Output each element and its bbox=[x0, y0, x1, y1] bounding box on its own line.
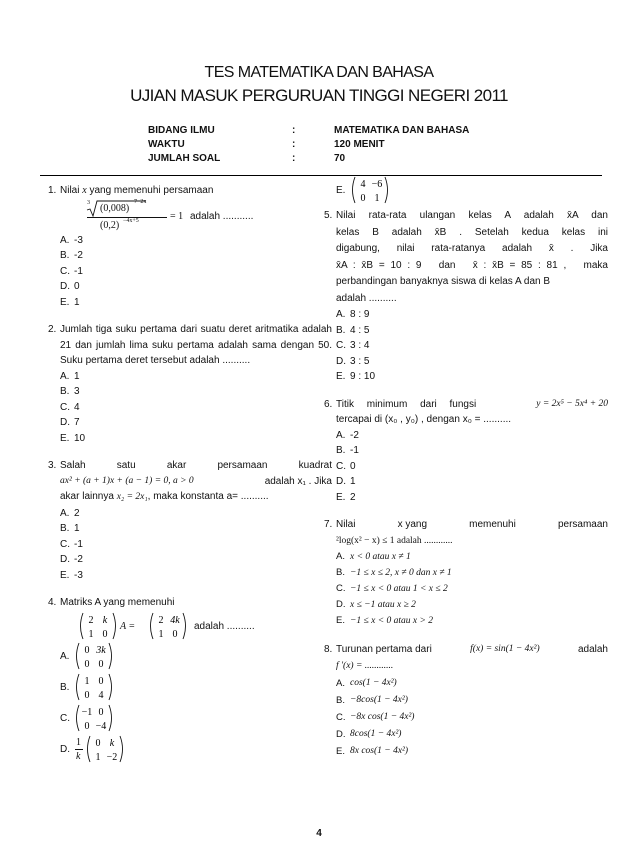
stem-line bbox=[60, 489, 332, 506]
fraction-denominator: (0,2) bbox=[100, 219, 120, 231]
option-label: E. bbox=[336, 615, 345, 626]
option-text: 3 bbox=[74, 386, 80, 397]
question-stem bbox=[336, 641, 608, 675]
option-label: A. bbox=[336, 429, 346, 441]
option-c[interactable] bbox=[60, 400, 332, 416]
option-text: 4 : 5 bbox=[350, 324, 370, 336]
left-paren bbox=[88, 736, 91, 762]
stem-text: , maka konstanta a= .......... bbox=[147, 491, 269, 502]
stem-text: Titik minimum dari fungsi bbox=[336, 398, 477, 410]
option-label: B. bbox=[336, 695, 345, 706]
stem-line bbox=[60, 474, 332, 490]
matrix-cell: −2 bbox=[106, 751, 118, 763]
left-paren bbox=[77, 674, 80, 700]
numerator-exponent: 7−2x bbox=[134, 198, 147, 205]
stem-text: persamaan bbox=[557, 519, 608, 530]
option-d[interactable] bbox=[60, 552, 332, 568]
answer-options bbox=[60, 233, 332, 311]
left-paren bbox=[77, 643, 80, 669]
option-label: D. bbox=[336, 355, 346, 367]
page-number: 4 bbox=[316, 828, 322, 839]
right-paren bbox=[113, 613, 116, 639]
matrix-cell: 0 bbox=[102, 628, 108, 640]
denominator-exponent: −4x+5 bbox=[123, 217, 139, 224]
option-label: B. bbox=[60, 386, 70, 397]
option-label: E. bbox=[336, 491, 346, 503]
option-text: 0 bbox=[350, 460, 356, 472]
matrix-cell: 2 bbox=[158, 614, 164, 626]
matrix-cell: 0 bbox=[360, 193, 366, 204]
option-c[interactable] bbox=[336, 459, 608, 475]
right-paren bbox=[109, 674, 112, 700]
q1-expression bbox=[78, 199, 332, 233]
option-e[interactable] bbox=[336, 743, 608, 760]
matrix-cell: k bbox=[109, 737, 115, 749]
option-e[interactable] bbox=[60, 431, 332, 447]
stem-line: digabung, nilai rata-ratanya adalah x̄ . Jika bbox=[336, 243, 608, 254]
info-key: WAKTU bbox=[148, 139, 185, 150]
question-3 bbox=[48, 458, 332, 583]
option-label: C. bbox=[60, 712, 70, 724]
info-value: 120 MENIT bbox=[334, 139, 385, 150]
option-text: 1 bbox=[74, 370, 80, 382]
option-label: A. bbox=[60, 507, 70, 519]
option-b[interactable] bbox=[60, 672, 332, 703]
question-7 bbox=[324, 517, 608, 629]
option-label: B. bbox=[336, 445, 346, 456]
option-c[interactable] bbox=[336, 581, 608, 597]
info-sep: : bbox=[292, 153, 296, 164]
info-sep: : bbox=[292, 139, 296, 150]
info-key: BIDANG ILMU bbox=[148, 125, 215, 136]
stem-line: x̄A : x̄B = 10 : 9 dan x̄ : x̄B = 85 : 81 , maka bbox=[336, 259, 608, 271]
matrix-cell: 1 bbox=[374, 193, 380, 204]
question-1 bbox=[48, 183, 332, 310]
stem-text: akar lainnya bbox=[60, 491, 114, 502]
option-b[interactable] bbox=[336, 692, 608, 709]
option-a[interactable] bbox=[336, 549, 608, 565]
stem-line bbox=[336, 517, 608, 533]
prefix-denominator: k bbox=[76, 750, 81, 762]
stem-line: ²log(x² − x) ≤ 1 adalah ............ bbox=[336, 536, 453, 546]
answer-options bbox=[336, 549, 608, 629]
option-label: B. bbox=[60, 523, 70, 534]
question-stem: Matriks A yang memenuhi bbox=[60, 597, 175, 608]
option-c[interactable] bbox=[60, 703, 332, 734]
option-text: -3 bbox=[74, 234, 83, 246]
option-text: 1 bbox=[74, 296, 80, 308]
option-e[interactable] bbox=[60, 295, 332, 311]
matrix-svg bbox=[148, 611, 188, 641]
option-c[interactable] bbox=[60, 264, 332, 280]
option-label: C. bbox=[336, 712, 346, 723]
option-label: A. bbox=[336, 678, 345, 689]
option-e[interactable] bbox=[336, 613, 608, 629]
q4-equation bbox=[78, 611, 332, 641]
stem-line bbox=[336, 641, 608, 658]
matrix-cell: 0 bbox=[84, 658, 90, 670]
right-column bbox=[324, 179, 608, 760]
matrix-cell: 2 bbox=[88, 614, 94, 626]
root-index: 3 bbox=[87, 199, 90, 206]
option-b[interactable] bbox=[60, 384, 332, 400]
option-a[interactable] bbox=[60, 233, 332, 249]
matrix-cell: k bbox=[102, 614, 108, 626]
option-label: E. bbox=[336, 371, 346, 382]
answer-options bbox=[60, 369, 332, 447]
question-stem bbox=[336, 517, 608, 549]
option-text: 4 bbox=[74, 401, 80, 413]
exam-title: TES MATEMATIKA DAN BAHASA bbox=[204, 64, 434, 81]
option-b[interactable] bbox=[60, 521, 332, 537]
stem-text: memenuhi bbox=[469, 519, 516, 530]
info-value: 70 bbox=[334, 153, 346, 164]
question-2 bbox=[48, 322, 332, 446]
option-text: x ≤ −1 atau x ≥ 2 bbox=[350, 600, 416, 610]
option-text: 8cos(1 − 4x²) bbox=[350, 729, 402, 739]
option-text: 9 : 10 bbox=[350, 371, 376, 382]
option-label: C. bbox=[60, 401, 70, 413]
option-label: D. bbox=[60, 417, 70, 428]
stem-line: adalah .......... bbox=[336, 292, 397, 304]
matrix-cell: 0 bbox=[84, 720, 90, 732]
option-label: E. bbox=[60, 569, 70, 581]
answer-options bbox=[336, 675, 608, 760]
question-stem bbox=[336, 397, 608, 428]
stem-text: x yang bbox=[397, 519, 428, 530]
option-label: D. bbox=[60, 743, 70, 755]
stem-line: kelas B adalah x̄B . Setelah kedua kelas ini bbox=[336, 226, 608, 238]
info-sep: : bbox=[292, 125, 296, 136]
matrix-svg bbox=[350, 175, 390, 205]
question-4 bbox=[48, 595, 332, 765]
right-paren bbox=[120, 736, 123, 762]
option-text: 1 bbox=[74, 523, 80, 534]
option-matrix bbox=[350, 175, 390, 211]
stem-line bbox=[336, 397, 608, 413]
question-number: 3. bbox=[48, 460, 57, 471]
option-text: -1 bbox=[74, 538, 83, 550]
option-label: C. bbox=[336, 340, 346, 351]
option-label: B. bbox=[336, 324, 346, 336]
left-paren bbox=[151, 613, 154, 639]
stem-equation: x₂ = 2x₁ bbox=[116, 492, 148, 502]
option-d[interactable] bbox=[336, 354, 608, 370]
option-text: −1 ≤ x < 0 atau 1 < x ≤ 2 bbox=[350, 584, 448, 594]
question-6 bbox=[324, 397, 608, 506]
right-paren bbox=[109, 705, 112, 731]
matrix-cell: −6 bbox=[371, 179, 383, 190]
option-label: C. bbox=[336, 460, 346, 472]
stem-text: adalah x₁ . Jika bbox=[264, 475, 332, 487]
answer-options bbox=[336, 307, 608, 385]
matrix-cell: 1 bbox=[84, 675, 90, 687]
option-text: 3 : 5 bbox=[350, 355, 370, 367]
answer-options-continued bbox=[336, 175, 608, 208]
option-text: 8 : 9 bbox=[350, 309, 370, 320]
option-d[interactable] bbox=[336, 474, 608, 490]
option-d[interactable] bbox=[336, 726, 608, 743]
matrix-cell: 0 bbox=[98, 706, 104, 718]
option-label: E. bbox=[336, 746, 345, 757]
fraction-numerator: (0,008) bbox=[100, 202, 130, 214]
stem-equation: ax² + (a + 1)x + (a − 1) = 0, a > 0 bbox=[60, 475, 194, 486]
option-label: B. bbox=[60, 681, 70, 693]
stem-equation: y = 2x⁵ − 5x⁴ + 20 bbox=[536, 398, 608, 409]
question-8 bbox=[324, 641, 608, 760]
option-text: -2 bbox=[350, 429, 359, 441]
option-d[interactable] bbox=[60, 279, 332, 295]
question-stem: Jumlah tiga suku pertama dari suatu deret aritmatika adalah 21 dan jumlah lima suku pertama adalah sama dengan 50. Suku pertama deret tersebut adalah .......... bbox=[60, 324, 332, 366]
question-number: 8. bbox=[324, 644, 333, 655]
matrix-cell: −4 bbox=[95, 720, 107, 732]
option-b[interactable] bbox=[336, 565, 608, 581]
stem-text: Nilai bbox=[60, 185, 80, 196]
option-a[interactable] bbox=[336, 675, 608, 692]
left-paren bbox=[81, 613, 84, 639]
stem-variable: x bbox=[82, 185, 87, 196]
option-text: 7 bbox=[74, 417, 80, 428]
question-tail: adalah .......... bbox=[194, 620, 255, 632]
option-a[interactable] bbox=[60, 641, 332, 672]
info-row-bidang bbox=[148, 125, 548, 139]
matrix-cell: 0 bbox=[84, 644, 90, 656]
option-label: B. bbox=[336, 567, 345, 578]
option-b[interactable] bbox=[336, 443, 608, 459]
option-label: E. bbox=[336, 185, 346, 196]
option-text: -3 bbox=[74, 569, 83, 581]
equation-rhs: = 1 bbox=[170, 210, 184, 222]
exam-subtitle: UJIAN MASUK PERGURUAN TINGGI NEGERI 2011 bbox=[130, 86, 508, 105]
option-text: 1 bbox=[350, 476, 356, 487]
answer-options bbox=[336, 428, 608, 506]
stem-line: Salah satu akar persamaan kuadrat bbox=[60, 460, 332, 471]
matrix-cell: 1 bbox=[88, 628, 94, 640]
option-e[interactable] bbox=[336, 490, 608, 506]
option-a[interactable] bbox=[336, 307, 608, 323]
answer-options bbox=[60, 506, 332, 584]
matrix-cell: 1 bbox=[95, 751, 101, 763]
option-label: D. bbox=[60, 554, 70, 565]
matrix-cell: 1 bbox=[158, 628, 164, 640]
stem-text: yang memenuhi persamaan bbox=[89, 185, 214, 196]
option-matrix bbox=[85, 734, 125, 770]
matrix-cell: −1 bbox=[81, 706, 93, 718]
matrix-cell: 0 bbox=[172, 628, 178, 640]
equation-middle: A = bbox=[120, 620, 136, 632]
option-b[interactable] bbox=[336, 323, 608, 339]
option-text: −1 ≤ x ≤ 2, x ≠ 0 dan x ≠ 1 bbox=[350, 568, 452, 578]
question-number: 7. bbox=[324, 519, 333, 530]
stem-text: Nilai bbox=[336, 519, 356, 530]
option-label: D. bbox=[336, 599, 346, 610]
matrix-cell: 0 bbox=[95, 737, 101, 749]
option-e[interactable] bbox=[60, 568, 332, 584]
matrix-svg bbox=[78, 611, 118, 641]
info-row-jumlah bbox=[148, 153, 548, 167]
option-text: 2 bbox=[350, 491, 356, 503]
matrix-svg bbox=[74, 641, 114, 671]
option-e[interactable] bbox=[336, 369, 608, 385]
answer-options bbox=[60, 641, 332, 765]
option-label: A. bbox=[336, 309, 346, 320]
matrix-cell: 0 bbox=[98, 658, 104, 670]
option-label: E. bbox=[60, 296, 70, 308]
option-label: E. bbox=[60, 432, 70, 444]
option-text: 10 bbox=[74, 432, 86, 444]
option-text: 2 bbox=[74, 507, 80, 519]
right-paren bbox=[109, 643, 112, 669]
question-number: 1. bbox=[48, 185, 57, 196]
matrix-svg bbox=[85, 734, 125, 764]
matrix-cell: 4 bbox=[360, 179, 366, 190]
option-c[interactable] bbox=[336, 709, 608, 726]
prefix-numerator: 1 bbox=[76, 736, 81, 748]
option-text: −8cos(1 − 4x²) bbox=[350, 695, 408, 705]
option-text: -2 bbox=[74, 554, 83, 565]
matrix-svg bbox=[74, 672, 114, 702]
question-5 bbox=[324, 208, 608, 385]
question-number: 5. bbox=[324, 210, 333, 221]
option-text: -1 bbox=[74, 265, 83, 277]
option-label: C. bbox=[336, 583, 346, 594]
option-label: D. bbox=[60, 281, 70, 292]
question-number: 4. bbox=[48, 597, 57, 608]
question-stem bbox=[60, 183, 332, 199]
option-text: -1 bbox=[350, 445, 359, 456]
info-row-waktu bbox=[148, 139, 548, 153]
option-d[interactable] bbox=[60, 734, 332, 765]
option-b[interactable] bbox=[60, 248, 332, 264]
option-label: D. bbox=[336, 729, 346, 740]
matrix-cell: 0 bbox=[98, 675, 104, 687]
matrix-cell: 4 bbox=[98, 689, 104, 701]
stem-line: tercapai di (x₀ , y₀) , dengan x₀ = .......... bbox=[336, 414, 512, 425]
option-e[interactable] bbox=[336, 175, 608, 208]
option-text: 3 : 4 bbox=[350, 340, 370, 351]
option-label: A. bbox=[60, 370, 70, 382]
option-label: B. bbox=[60, 250, 70, 261]
option-a[interactable] bbox=[336, 428, 608, 444]
option-label: A. bbox=[336, 551, 345, 562]
option-label: C. bbox=[60, 538, 70, 550]
stem-line: f '(x) = ............ bbox=[336, 661, 394, 671]
left-column bbox=[48, 183, 332, 765]
option-c[interactable] bbox=[60, 537, 332, 553]
stem-text: adalah bbox=[577, 644, 608, 655]
stem-equation: f(x) = sin(1 − 4x²) bbox=[470, 644, 540, 654]
option-text: -2 bbox=[74, 250, 83, 261]
question-number: 6. bbox=[324, 398, 333, 410]
exam-info-table bbox=[148, 125, 548, 167]
right-paren bbox=[385, 177, 388, 203]
matrix-cell: 4k bbox=[170, 614, 180, 626]
option-text: −8x cos(1 − 4x²) bbox=[350, 712, 415, 722]
left-paren bbox=[77, 705, 80, 731]
option-c[interactable] bbox=[336, 338, 608, 354]
question-stem bbox=[60, 458, 332, 506]
question-tail: adalah ........... bbox=[190, 210, 254, 222]
option-label: D. bbox=[336, 476, 346, 487]
option-text: x < 0 atau x ≠ 1 bbox=[350, 552, 411, 562]
question-number: 2. bbox=[48, 324, 57, 335]
option-text: −1 ≤ x < 0 atau x > 2 bbox=[350, 616, 434, 626]
stem-text: Turunan pertama dari bbox=[336, 644, 432, 655]
stem-line: perbandingan banyaknya siswa di kelas A dan B bbox=[336, 276, 551, 287]
matrix-svg bbox=[74, 703, 114, 733]
option-label: C. bbox=[60, 265, 70, 277]
info-value: MATEMATIKA DAN BAHASA bbox=[334, 125, 470, 136]
option-a[interactable] bbox=[60, 506, 332, 522]
question-stem bbox=[336, 208, 608, 307]
option-d[interactable] bbox=[336, 597, 608, 613]
option-text: 0 bbox=[74, 281, 80, 292]
right-paren bbox=[183, 613, 186, 639]
matrix-cell: 0 bbox=[84, 689, 90, 701]
matrix-cell: 3k bbox=[96, 644, 106, 656]
left-paren bbox=[353, 177, 356, 203]
option-label: A. bbox=[60, 234, 70, 246]
stem-line: Nilai rata-rata ulangan kelas A adalah x̄A dan bbox=[336, 210, 608, 221]
option-a[interactable] bbox=[60, 369, 332, 385]
info-key: JUMLAH SOAL bbox=[148, 153, 221, 164]
option-label: A. bbox=[60, 650, 70, 662]
option-text: cos(1 − 4x²) bbox=[350, 678, 397, 688]
option-text: 8x cos(1 − 4x²) bbox=[350, 746, 409, 756]
option-d[interactable] bbox=[60, 415, 332, 431]
